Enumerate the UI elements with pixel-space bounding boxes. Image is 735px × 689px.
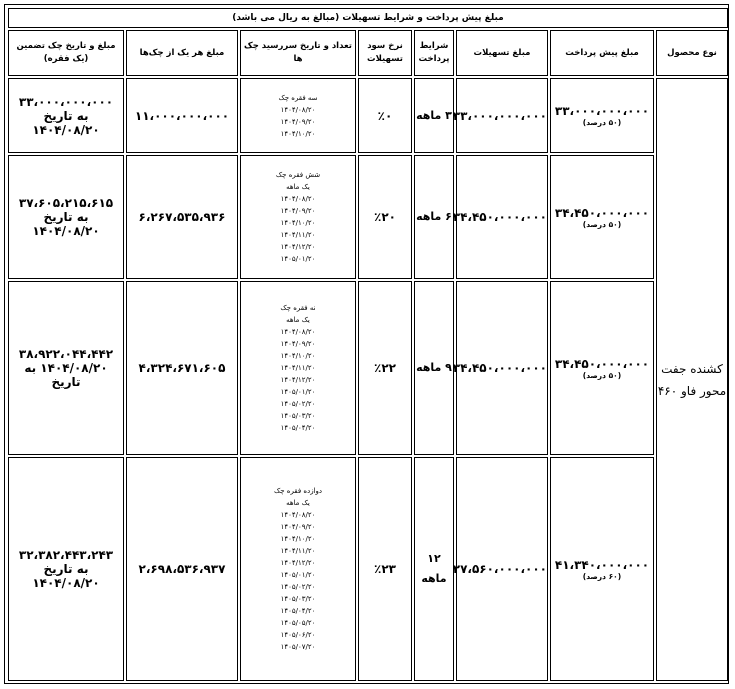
payment-terms: ۶ ماهه bbox=[414, 155, 454, 279]
check-dates: ۱۴۰۴/۰۸/۲۰ ۱۴۰۴/۰۹/۲۰ ۱۴۰۴/۱۰/۲۰ ۱۴۰۴/۱۱/۲۰ ۱۴۰۴/۱۲/۲۰ ۱۴۰۵/۰۱/۲۰ bbox=[280, 195, 316, 263]
prepayment-percent: (۵۰ درصد) bbox=[582, 370, 622, 380]
prepayment-amount: ۳۳،۰۰۰،۰۰۰،۰۰۰ bbox=[554, 104, 650, 118]
guarantee-amount: ۳۳،۰۰۰،۰۰۰،۰۰۰ bbox=[18, 94, 114, 109]
header-facility: مبلغ تسهیلات bbox=[456, 30, 548, 76]
payment-terms: ۱۲ ماهه bbox=[414, 457, 454, 681]
per-check-amount: ۴،۳۲۴،۶۷۱،۶۰۵ bbox=[126, 281, 238, 455]
per-check-amount: ۲،۶۹۸،۵۳۶،۹۳۷ bbox=[126, 457, 238, 681]
facility-amount: ۲۷،۵۶۰،۰۰۰،۰۰۰ bbox=[456, 457, 548, 681]
guarantee-date: ۱۴۰۴/۰۸/۲۰ به تاریخ bbox=[24, 361, 108, 389]
prepayment-cell bbox=[550, 457, 654, 681]
guarantee-cell bbox=[8, 78, 124, 153]
check-schedule bbox=[240, 78, 356, 153]
check-count: شش فقره چک یک ماهه bbox=[275, 171, 321, 191]
prepayment-percent: (۵۰ درصد) bbox=[582, 118, 622, 127]
prepayment-amount: ۴۱،۳۴۰،۰۰۰،۰۰۰ bbox=[554, 557, 650, 572]
check-count: سه فقره چک bbox=[278, 93, 318, 102]
prepayment-cell bbox=[550, 155, 654, 279]
check-dates: ۱۴۰۴/۰۸/۲۰ ۱۴۰۴/۰۹/۲۰ ۱۴۰۴/۱۰/۲۰ bbox=[280, 105, 316, 138]
interest-rate: ٪۲۰ bbox=[358, 155, 412, 279]
interest-rate: ٪۲۲ bbox=[358, 281, 412, 455]
header-rate: نرخ سود تسهیلات bbox=[358, 30, 412, 76]
table-row bbox=[8, 281, 728, 455]
header-row bbox=[8, 30, 728, 76]
facility-amount: ۳۳،۰۰۰،۰۰۰،۰۰۰ bbox=[456, 78, 548, 153]
guarantee-date: به تاریخ ۱۴۰۴/۰۸/۲۰ bbox=[32, 562, 100, 590]
payment-terms: ۳ ماهه bbox=[414, 78, 454, 153]
check-count: دوازده فقره چک یک ماهه bbox=[273, 487, 323, 507]
guarantee-amount: ۳۷،۶۰۵،۲۱۵،۶۱۵ bbox=[18, 196, 114, 210]
prepayment-cell bbox=[550, 78, 654, 153]
check-schedule bbox=[240, 155, 356, 279]
guarantee-cell bbox=[8, 457, 124, 681]
per-check-amount: ۶،۲۶۷،۵۳۵،۹۳۶ bbox=[126, 155, 238, 279]
guarantee-date: به تاریخ ۱۴۰۴/۰۸/۲۰ bbox=[32, 210, 100, 238]
guarantee-amount: ۳۲،۳۸۲،۴۴۳،۲۴۳ bbox=[18, 548, 114, 562]
facility-amount: ۳۴،۴۵۰،۰۰۰،۰۰۰ bbox=[456, 155, 548, 279]
check-schedule bbox=[240, 281, 356, 455]
check-dates: ۱۴۰۴/۰۸/۲۰ ۱۴۰۴/۰۹/۲۰ ۱۴۰۴/۱۰/۲۰ ۱۴۰۴/۱۱/۲۰ ۱۴۰۴/۱۲/۲۰ ۱۴۰۵/۰۱/۲۰ ۱۴۰۵/۰۲/۲۰ ۱۴۰۵/۰۳/۲۰ ۱۴۰۵/۰۴/۲۰ ۱۴۰۵/۰۵/۲۰ ۱۴۰۵/۰۶/۲۰ ۱۴۰۵/۰۷/۲۰ bbox=[280, 511, 316, 651]
table-row bbox=[8, 457, 728, 681]
header-checks: تعداد و تاریخ سررسید چک ها bbox=[240, 30, 356, 76]
payment-terms-table bbox=[6, 6, 730, 683]
prepayment-cell bbox=[550, 281, 654, 455]
guarantee-amount: ۳۸،۹۲۲،۰۴۴،۴۴۲ bbox=[18, 347, 114, 361]
header-per-check: مبلغ هر یک از چک‌ها bbox=[126, 30, 238, 76]
interest-rate: ٪۰ bbox=[358, 78, 412, 153]
per-check-amount: ۱۱،۰۰۰،۰۰۰،۰۰۰ bbox=[126, 78, 238, 153]
prepayment-percent: (۵۰ درصد) bbox=[582, 219, 622, 229]
product-name: کشنده جفت محور فاو ۴۶۰ bbox=[656, 78, 728, 681]
interest-rate: ٪۲۳ bbox=[358, 457, 412, 681]
guarantee-cell bbox=[8, 281, 124, 455]
table-row bbox=[8, 155, 728, 279]
prepayment-amount: ۳۴،۴۵۰،۰۰۰،۰۰۰ bbox=[554, 205, 650, 220]
header-product: نوع محصول bbox=[656, 30, 728, 76]
payment-terms: ۹ ماهه bbox=[414, 281, 454, 455]
guarantee-cell bbox=[8, 155, 124, 279]
table-title: مبلغ پیش پرداخت و شرایط تسهیلات (مبالغ به ریال می باشد) bbox=[8, 8, 728, 28]
prepayment-amount: ۳۴،۴۵۰،۰۰۰،۰۰۰ bbox=[554, 356, 650, 371]
check-dates: ۱۴۰۴/۰۸/۲۰ ۱۴۰۴/۰۹/۲۰ ۱۴۰۴/۱۰/۲۰ ۱۴۰۴/۱۱/۲۰ ۱۴۰۴/۱۲/۲۰ ۱۴۰۵/۰۱/۲۰ ۱۴۰۵/۰۲/۲۰ ۱۴۰۵/۰۳/۲۰ ۱۴۰۵/۰۴/۲۰ bbox=[280, 328, 316, 432]
table-row bbox=[8, 78, 728, 153]
header-guarantee: مبلغ و تاریخ چک تضمین (یک فقره) bbox=[8, 30, 124, 76]
prepayment-percent: (۶۰ درصد) bbox=[582, 571, 622, 581]
check-schedule bbox=[240, 457, 356, 681]
guarantee-date: به تاریخ ۱۴۰۴/۰۸/۲۰ bbox=[32, 108, 100, 137]
facility-amount: ۳۴،۴۵۰،۰۰۰،۰۰۰ bbox=[456, 281, 548, 455]
header-terms: شرایط پرداخت bbox=[414, 30, 454, 76]
check-count: نه فقره چک یک ماهه bbox=[280, 304, 316, 324]
header-prepayment: مبلغ پیش پرداخت bbox=[550, 30, 654, 76]
